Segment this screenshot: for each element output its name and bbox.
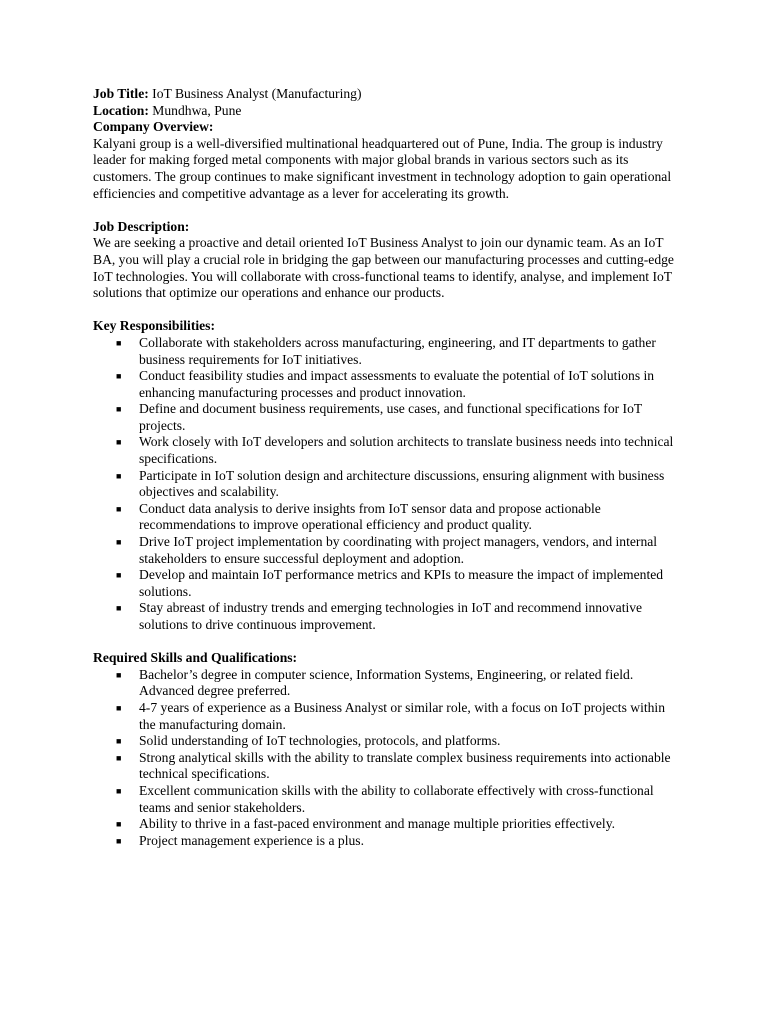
- list-item: [93, 567, 683, 600]
- bullet-icon: ■: [116, 819, 122, 830]
- list-item-text: 4-7 years of experience as a Business Analyst or similar role, with a focus on IoT projects within the manufacturing domain.: [139, 699, 666, 732]
- bullet-icon: ■: [116, 470, 122, 481]
- list-item-text: Strong analytical skills with the ability to translate complex business requirements into actionable technical specifications.: [139, 749, 671, 782]
- list-item: [93, 783, 683, 816]
- job-title-label: Job Title:: [93, 86, 149, 101]
- list-item-text: Drive IoT project implementation by coordinating with project managers, vendors, and internal stakeholders to ensure successful deployment and adoption.: [139, 534, 658, 566]
- list-item-text: Participate in IoT solution design and architecture discussions, ensuring alignment with business objectives and scalability.: [139, 467, 665, 500]
- location-value: Mundhwa, Pune: [148, 102, 242, 118]
- list-item: [93, 750, 683, 783]
- list-item: [93, 501, 683, 534]
- list-item-text: Collaborate with stakeholders across manufacturing, engineering, and IT departments to gather business requirements for IoT initiatives.: [139, 334, 656, 367]
- bullet-icon: ■: [116, 570, 122, 581]
- bullet-icon: ■: [116, 404, 122, 415]
- company-overview-heading: Company Overview:: [93, 119, 214, 135]
- list-item: [93, 833, 683, 850]
- job-title-line: [93, 86, 683, 103]
- bullet-icon: ■: [116, 371, 122, 382]
- list-item: [93, 434, 683, 467]
- bullet-icon: ■: [116, 835, 122, 846]
- bullet-icon: ■: [116, 702, 122, 713]
- list-item-text: Conduct data analysis to derive insights from IoT sensor data and propose actionable recommendations to improve operational efficiency and product quality.: [139, 500, 601, 533]
- location-line: [93, 103, 683, 120]
- required-skills-heading: Required Skills and Qualifications:: [93, 650, 298, 666]
- list-item-text: Define and document business requirements, use cases, and functional specifications for IoT projects.: [139, 401, 642, 433]
- list-item: [93, 700, 683, 733]
- bullet-icon: ■: [116, 603, 122, 614]
- bullet-icon: ■: [116, 669, 122, 680]
- key-responsibilities-heading: Key Responsibilities:: [93, 318, 215, 334]
- bullet-icon: ■: [116, 785, 122, 796]
- list-item-text: Develop and maintain IoT performance metrics and KPIs to measure the impact of implemented solutions.: [139, 567, 664, 599]
- list-item: [93, 816, 683, 833]
- bullet-icon: ■: [116, 752, 122, 763]
- bullet-icon: ■: [116, 503, 122, 514]
- company-overview-text: Kalyani group is a well-diversified multinational headquartered out of Pune, India. The group is industry leader for making forged metal components with major global brands in various sectors such as its customers. The group continues to make significant investment in technology adoption to gain operational efficiencies and competitive advantage as a lever for accelerating its growth.: [93, 135, 672, 201]
- bullet-icon: ■: [116, 437, 122, 448]
- list-item: [93, 335, 683, 368]
- document-page: [93, 86, 683, 849]
- list-item-text: Excellent communication skills with the ability to collaborate effectively with cross-functional teams and senior stakeholders.: [139, 782, 654, 815]
- list-item: [93, 733, 683, 750]
- list-item: [93, 368, 683, 401]
- list-item-text: Stay abreast of industry trends and emerging technologies in IoT and recommend innovative solutions to drive continuous improvement.: [139, 600, 643, 632]
- job-description-text: We are seeking a proactive and detail oriented IoT Business Analyst to join our dynamic team. As an IoT BA, you will play a crucial role in bridging the gap between our manufacturing processes and cutting-edge IoT technologies. You will collaborate with cross-functional teams to identify, analyse, and implement IoT solutions that optimize our operations and enhance our products.: [93, 235, 674, 301]
- list-item: [93, 600, 683, 633]
- list-item-text: Solid understanding of IoT technologies, protocols, and platforms.: [139, 733, 501, 749]
- key-responsibilities-list: [93, 335, 683, 634]
- bullet-icon: ■: [116, 537, 122, 548]
- list-item-text: Ability to thrive in a fast-paced environment and manage multiple priorities effectively.: [139, 816, 616, 832]
- list-item: [93, 667, 683, 700]
- list-item-text: Work closely with IoT developers and solution architects to translate business needs into technical specifications.: [139, 434, 674, 467]
- list-item-text: Conduct feasibility studies and impact assessments to evaluate the potential of IoT solutions in enhancing manufacturing processes and product innovation.: [139, 368, 655, 400]
- list-item-text: Project management experience is a plus.: [139, 832, 364, 848]
- section-spacer: [93, 202, 683, 219]
- section-spacer: [93, 302, 683, 319]
- list-item-text: Bachelor’s degree in computer science, Information Systems, Engineering, or related field. Advanced degree preferred.: [139, 666, 634, 699]
- list-item: [93, 401, 683, 434]
- bullet-icon: ■: [116, 736, 122, 747]
- list-item: [93, 468, 683, 501]
- list-item: [93, 534, 683, 567]
- required-skills-list: [93, 667, 683, 850]
- job-title-value: IoT Business Analyst (Manufacturing): [148, 86, 362, 101]
- section-spacer: [93, 634, 683, 651]
- bullet-icon: ■: [116, 337, 122, 348]
- job-description-heading: Job Description:: [93, 218, 190, 234]
- location-label: Location:: [93, 102, 149, 118]
